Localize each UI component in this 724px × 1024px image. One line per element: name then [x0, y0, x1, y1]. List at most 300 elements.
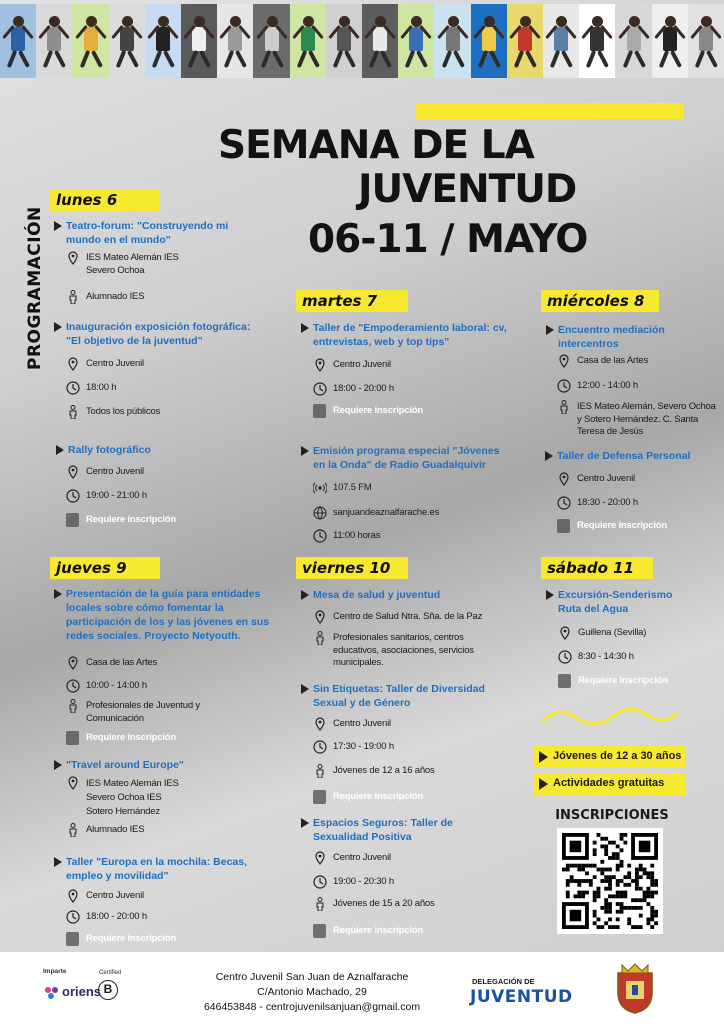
place-text: Centro Juvenil	[577, 473, 635, 486]
registration-required[interactable]: Requiere inscripción	[86, 732, 176, 745]
event-title[interactable]: Emisión programa especial "Jóvenes en la Onda" de Radio Guadalquivir	[313, 444, 513, 472]
figure-bodyp	[446, 27, 460, 51]
figure-legl	[550, 50, 560, 68]
qr-module	[646, 871, 650, 875]
qr-module	[562, 868, 566, 872]
registration-required[interactable]: Requiere inscripción	[333, 925, 423, 938]
qr-module	[604, 902, 608, 906]
location-icon	[66, 251, 80, 265]
qr-module	[639, 864, 643, 868]
registration-required[interactable]: Requiere inscripción	[333, 791, 423, 804]
figure-bodyp	[228, 27, 242, 51]
qr-module	[616, 883, 620, 887]
qr-module	[623, 833, 627, 837]
figure-legl	[514, 50, 524, 68]
qr-module	[616, 845, 620, 849]
clock-icon	[66, 679, 80, 693]
qr-module	[616, 852, 620, 856]
title-bar	[416, 103, 684, 119]
qr-module	[616, 856, 620, 860]
qr-module	[597, 891, 601, 895]
website-text[interactable]: sanjuandeaznalfarache.es	[333, 507, 439, 520]
figure-legr	[416, 50, 428, 68]
figure-legl	[7, 50, 17, 68]
qr-module	[597, 925, 601, 929]
place-text: Centro de Salud Ntra. Sña. de la Paz	[333, 611, 482, 624]
footer-line-3[interactable]: 646453848 - centrojuvenilsanjuan@gmail.com	[203, 1001, 421, 1013]
figure-legr	[235, 50, 247, 68]
qr-module	[612, 856, 616, 860]
clock-icon	[66, 489, 80, 503]
qr-module	[581, 891, 585, 895]
qr-module	[639, 925, 643, 929]
qr-module	[593, 898, 597, 902]
qr-module	[608, 925, 612, 929]
photo-tile	[217, 4, 253, 78]
qr-module	[570, 875, 574, 879]
figure-bodyp	[554, 27, 568, 51]
qr-module	[654, 891, 658, 895]
time-text: 17:30 - 19:00 h	[333, 741, 394, 754]
figure-bodyp	[590, 27, 604, 51]
time-text: 19:00 - 21:00 h	[86, 490, 147, 503]
qr-module	[608, 902, 612, 906]
qr-module	[604, 852, 608, 856]
programacion-label: PROGRAMACIÓN	[25, 206, 45, 370]
place-text: IES Mateo Alemán IES Severo Ochoa IES Sotero Hernández	[86, 777, 186, 819]
figure-legr	[380, 50, 392, 68]
qr-module	[635, 906, 639, 910]
time-text: 8:30 - 14:30 h	[578, 651, 634, 664]
photo-strip	[0, 4, 724, 78]
qr-module	[635, 898, 639, 902]
qr-module	[593, 864, 597, 868]
location-icon	[66, 776, 80, 790]
photo-tile	[253, 4, 289, 78]
qr-module	[616, 894, 620, 898]
delegacion-label: DELEGACIÓN DE	[472, 977, 535, 986]
qr-module	[639, 906, 643, 910]
qr-module	[570, 841, 582, 853]
event-title[interactable]: Teatro-forum: "Construyendo mi mundo en el mundo"	[66, 219, 236, 247]
photo-tile	[362, 4, 398, 78]
qr-module	[597, 833, 601, 837]
qr-module	[620, 891, 624, 895]
qr-module	[604, 837, 608, 841]
person-icon	[313, 897, 327, 911]
qr-module	[589, 879, 593, 883]
qr-module	[608, 841, 612, 845]
photo-tile	[0, 4, 36, 78]
time-text: 10:00 - 14:00 h	[86, 680, 147, 693]
figure-legl	[405, 50, 415, 68]
qr-module	[646, 887, 650, 891]
registration-required[interactable]: Requiere inscripción	[86, 514, 176, 527]
qr-module	[650, 925, 654, 929]
imparte-label: Imparte	[43, 968, 67, 975]
figure-bodyp	[192, 27, 206, 51]
figure-legr	[199, 50, 211, 68]
qr-module	[623, 875, 627, 879]
qr-module	[620, 848, 624, 852]
day-monday: lunes 6	[50, 189, 160, 211]
qr-module	[612, 894, 616, 898]
event-title[interactable]: Espacios Seguros: Taller de Sexualidad Positiva	[313, 816, 473, 844]
registration-required[interactable]: Requiere inscripción	[577, 520, 667, 533]
event-title[interactable]: Taller de Defensa Personal	[557, 449, 717, 463]
figure-bodyp	[409, 27, 423, 51]
qr-module	[604, 868, 608, 872]
location-icon	[313, 717, 327, 731]
qr-module	[608, 856, 612, 860]
figure-legl	[586, 50, 596, 68]
qr-module	[612, 841, 616, 845]
qr-module	[608, 906, 612, 910]
figure-legr	[91, 50, 103, 68]
qr-module	[654, 883, 658, 887]
qr-module	[639, 875, 643, 879]
photo-tile	[109, 4, 145, 78]
qr-module	[589, 883, 593, 887]
location-icon	[557, 472, 571, 486]
figure-bodyp	[482, 27, 496, 51]
person-icon	[66, 699, 80, 713]
qr-module	[566, 894, 570, 898]
document-icon	[66, 932, 79, 946]
qr-module	[570, 864, 574, 868]
qr-module	[646, 917, 650, 921]
qr-module	[593, 875, 597, 879]
figure-bodyp	[518, 27, 532, 51]
qr-module	[608, 910, 612, 914]
figure-legr	[54, 50, 66, 68]
qr-module	[650, 894, 654, 898]
figure-legl	[659, 50, 669, 68]
event-title[interactable]: Presentación de la guía para entidades locales sobre cómo fomentar la participación de los y las jóvenes en sus redes sociales. Proyecto Netyouth.	[66, 587, 281, 643]
figure-bodyp	[47, 27, 61, 51]
qr-module	[608, 894, 612, 898]
qr-module	[627, 875, 631, 879]
qr-module	[643, 871, 647, 875]
qr-module	[597, 868, 601, 872]
qr-module	[635, 883, 639, 887]
figure-bodyp	[373, 27, 387, 51]
qr-module	[654, 914, 658, 918]
oriens-logo: oriens	[62, 984, 102, 999]
qr-module	[623, 894, 627, 898]
qr-module	[597, 917, 601, 921]
clock-icon	[557, 496, 571, 510]
figure-legl	[43, 50, 53, 68]
footer-address	[172, 970, 452, 1015]
qr-module	[581, 868, 585, 872]
qr-module	[585, 871, 589, 875]
qr-module	[608, 883, 612, 887]
figure-bodyp	[11, 27, 25, 51]
photo-tile	[36, 4, 72, 78]
qr-module	[585, 879, 589, 883]
qr-module	[635, 871, 639, 875]
qr-module	[650, 879, 654, 883]
qr-code[interactable]	[557, 828, 663, 934]
qr-module	[620, 910, 624, 914]
figure-legr	[597, 50, 609, 68]
registration-required[interactable]: Requiere inscripción	[86, 933, 176, 946]
title-line-1: SEMANA DE LA	[218, 123, 534, 168]
day-wednesday: miércoles 8	[541, 290, 659, 312]
qr-module	[612, 925, 616, 929]
qr-module	[650, 883, 654, 887]
event-title[interactable]: Encuentro mediación intercentros	[558, 323, 688, 351]
photo-tile	[543, 4, 579, 78]
qr-module	[608, 875, 612, 879]
document-icon	[557, 519, 570, 533]
qr-module	[593, 852, 597, 856]
qr-module	[597, 894, 601, 898]
qr-module	[654, 921, 658, 925]
age-pill: Jóvenes de 12 a 30 años	[533, 746, 685, 768]
person-icon	[66, 290, 80, 304]
figure-legr	[706, 50, 718, 68]
qr-module	[616, 868, 620, 872]
qr-module	[650, 871, 654, 875]
qr-module	[631, 925, 635, 929]
qr-module	[620, 894, 624, 898]
qr-module	[631, 898, 635, 902]
qr-module	[593, 891, 597, 895]
person-icon	[66, 823, 80, 837]
figure-legl	[115, 50, 125, 68]
figure-legl	[188, 50, 198, 68]
time-text: 18:00 - 20:00 h	[86, 911, 147, 924]
qr-module	[646, 921, 650, 925]
qr-module	[620, 833, 624, 837]
qr-module	[620, 902, 624, 906]
qr-module	[600, 925, 604, 929]
location-icon	[557, 354, 571, 368]
figure-bodyp	[156, 27, 170, 51]
qr-module	[577, 864, 581, 868]
event-title[interactable]: Rally fotográfico	[68, 443, 218, 457]
figure-legl	[695, 50, 705, 68]
figure-bodyp	[301, 27, 315, 51]
qr-module	[593, 910, 597, 914]
qr-module	[631, 879, 635, 883]
qr-module	[616, 879, 620, 883]
qr-module	[593, 841, 597, 845]
day-tuesday: martes 7	[296, 290, 408, 312]
qr-module	[581, 864, 585, 868]
qr-module	[604, 898, 608, 902]
qr-module	[616, 902, 620, 906]
time-text: 18:00 h	[86, 382, 116, 395]
clock-icon	[313, 875, 327, 889]
clock-icon	[313, 529, 327, 543]
qr-module	[597, 887, 601, 891]
footer-line-2: C/Antonio Machado, 29	[257, 986, 367, 998]
qr-module	[650, 917, 654, 921]
qr-module	[574, 894, 578, 898]
photo-tile	[72, 4, 108, 78]
qr-module	[604, 887, 608, 891]
figure-legl	[152, 50, 162, 68]
radio-text: 107.5 FM	[333, 482, 372, 495]
time-text: 18:00 - 20:00 h	[333, 383, 394, 396]
qr-module	[593, 848, 597, 852]
photo-tile	[507, 4, 543, 78]
clock-icon	[66, 381, 80, 395]
document-icon	[313, 404, 326, 418]
figure-legr	[344, 50, 356, 68]
qr-module	[581, 879, 585, 883]
photo-tile	[145, 4, 181, 78]
figure-legr	[561, 50, 573, 68]
location-icon	[313, 358, 327, 372]
qr-module	[566, 891, 570, 895]
qr-module	[600, 871, 604, 875]
qr-module	[574, 864, 578, 868]
qr-module	[604, 848, 608, 852]
qr-module	[608, 879, 612, 883]
qr-pattern	[562, 833, 658, 929]
event-title[interactable]: "Travel around Europe"	[66, 758, 226, 772]
person-icon	[313, 764, 327, 778]
qr-module	[627, 871, 631, 875]
qr-module	[616, 917, 620, 921]
figure-bodyp	[84, 27, 98, 51]
day-friday: viernes 10	[296, 557, 408, 579]
qr-module	[574, 879, 578, 883]
qr-module	[616, 864, 620, 868]
photo-tile	[326, 4, 362, 78]
qr-module	[616, 925, 620, 929]
person-icon	[313, 631, 327, 645]
event-title[interactable]: Mesa de salud y juventud	[313, 588, 513, 602]
audience-text: Profesionales sanitarios, centros educativos, asociaciones, servicios municipales.	[333, 632, 498, 670]
qr-module	[566, 883, 570, 887]
qr-module	[623, 841, 627, 845]
qr-module	[620, 837, 624, 841]
qr-module	[600, 837, 604, 841]
clock-icon	[66, 910, 80, 924]
qr-module	[627, 921, 631, 925]
person-icon	[66, 405, 80, 419]
figure-bodyp	[699, 27, 713, 51]
qr-module	[623, 891, 627, 895]
qr-module	[577, 879, 581, 883]
photo-tile	[181, 4, 217, 78]
event-title[interactable]: Taller de "Empoderamiento laboral: cv, entrevistas, web y top tips"	[313, 321, 513, 349]
figure-bodyp	[265, 27, 279, 51]
figure-legl	[622, 50, 632, 68]
wave-decoration	[540, 703, 680, 727]
photo-tile	[398, 4, 434, 78]
qr-module	[643, 894, 647, 898]
clock-icon	[557, 379, 571, 393]
globe-icon	[313, 506, 327, 520]
figure-legl	[79, 50, 89, 68]
qr-module	[635, 925, 639, 929]
qr-module	[604, 921, 608, 925]
qr-module	[581, 894, 585, 898]
qr-module	[650, 910, 654, 914]
qr-module	[585, 864, 589, 868]
place-text: Casa de las Artes	[577, 355, 648, 368]
qr-module	[646, 875, 650, 879]
juventud-logo: JUVENTUD	[470, 987, 573, 1007]
qr-module	[650, 914, 654, 918]
qr-module	[627, 917, 631, 921]
location-icon	[313, 610, 327, 624]
registration-required[interactable]: Requiere inscripción	[333, 405, 423, 418]
audience-text: Alumnado IES	[86, 291, 144, 304]
registration-required[interactable]: Requiere inscripción	[578, 675, 668, 688]
qr-module	[620, 879, 624, 883]
qr-module	[612, 875, 616, 879]
qr-module	[635, 879, 639, 883]
figure-bodyp	[337, 27, 351, 51]
qr-module	[639, 868, 643, 872]
qr-module	[654, 910, 658, 914]
qr-module	[616, 891, 620, 895]
place-text: Centro Juvenil	[86, 890, 144, 903]
place-text: IES Mateo Alemán IES Severo Ochoa	[86, 252, 196, 277]
footer-line-1: Centro Juvenil San Juan de Aznalfarache	[215, 971, 409, 983]
qr-module	[643, 868, 647, 872]
time-text: 19:00 - 20:30 h	[333, 876, 394, 889]
audience-text: Alumnado IES	[86, 824, 144, 837]
qr-module	[635, 887, 639, 891]
document-icon	[66, 513, 79, 527]
qr-module	[627, 906, 631, 910]
qr-module	[600, 868, 604, 872]
place-text: Centro Juvenil	[333, 359, 391, 372]
qr-module	[608, 868, 612, 872]
qr-module	[608, 887, 612, 891]
qr-module	[646, 891, 650, 895]
event-title[interactable]: Sin Etiquetas: Taller de Diversidad Sexual y de Género	[313, 682, 513, 710]
location-icon	[66, 656, 80, 670]
photo-tile	[688, 4, 724, 78]
figure-legr	[18, 50, 30, 68]
qr-module	[604, 875, 608, 879]
qr-module	[639, 914, 643, 918]
qr-module	[646, 902, 650, 906]
qr-module	[623, 906, 627, 910]
event-title[interactable]: Taller "Europa en la mochila: Becas, empleo y movilidad"	[66, 855, 266, 883]
document-icon	[313, 924, 326, 938]
qr-module	[654, 879, 658, 883]
figure-legr	[453, 50, 465, 68]
document-icon	[66, 731, 79, 745]
qr-module	[623, 883, 627, 887]
qr-module	[635, 875, 639, 879]
certified-label: Certified	[99, 970, 122, 976]
figure-legl	[296, 50, 306, 68]
event-title[interactable]: Excursión-Senderismo Ruta del Agua	[558, 588, 698, 616]
audience-text: IES Mateo Alemán, Severo Ochoa y Sotero Hernández. C. Santa Teresa de Jesús	[577, 401, 717, 439]
document-icon	[558, 674, 571, 688]
qr-module	[620, 906, 624, 910]
qr-module	[604, 910, 608, 914]
qr-module	[585, 891, 589, 895]
inscripciones-heading: INSCRIPCIONES	[555, 808, 669, 823]
event-title[interactable]: Inauguración exposición fotográfica: "El objetivo de la juventud"	[66, 320, 266, 348]
place-text: Centro Juvenil	[86, 358, 144, 371]
figure-legr	[308, 50, 320, 68]
time-text: 18:30 - 20:00 h	[577, 497, 638, 510]
qr-module	[600, 845, 604, 849]
